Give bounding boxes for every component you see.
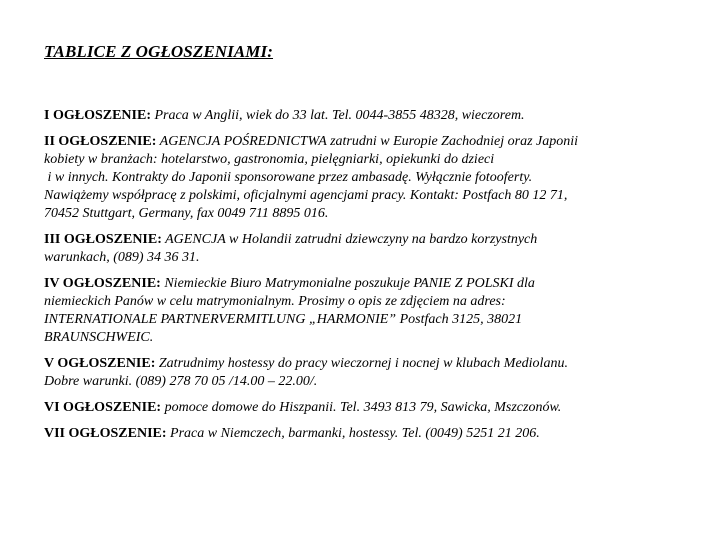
ad-text: Praca w Anglii, wiek do 33 lat. Tel. 0044-3855 48328, wieczorem.	[150, 108, 525, 123]
ad-6	[44, 399, 684, 417]
ad-2	[44, 133, 684, 223]
ad-label: IV OGŁOSZENIE:	[44, 276, 161, 291]
ad-text: INTERNATIONALE PARTNERVERMITLUNG „HARMONIE” Postfach 3125, 38021	[44, 312, 523, 327]
ad-text: Nawiążemy współpracę z polskimi, oficjalnymi agencjami pracy. Kontakt: Postfach 80 12 71,	[44, 188, 568, 203]
ad-text: AGENCJA POŚREDNICTWA zatrudni w Europie Zachodniej oraz Japonii	[156, 134, 579, 149]
ad-label: VI OGŁOSZENIE:	[44, 400, 162, 415]
ad-text: warunkach, (089) 34 36 31.	[44, 250, 200, 265]
ad-text: Praca w Niemczech, barmanki, hostessy. Tel. (0049) 5251 21 206.	[166, 426, 540, 441]
ad-text: Zatrudnimy hostessy do pracy wieczornej i nocnej w klubach Mediolanu.	[155, 356, 568, 371]
ad-text: i w innych. Kontrakty do Japonii sponsorowane przez ambasadę. Wyłącznie fotooferty.	[44, 170, 533, 185]
ad-7	[44, 425, 684, 443]
ad-label: II OGŁOSZENIE:	[44, 134, 157, 149]
ad-label: I OGŁOSZENIE:	[44, 108, 151, 123]
ad-4	[44, 275, 684, 347]
ad-3	[44, 231, 684, 267]
ads-list	[44, 107, 684, 451]
ad-5	[44, 355, 684, 391]
ad-text: niemieckich Panów w celu matrymonialnym. Prosimy o opis ze zdjęciem na adres:	[44, 294, 506, 309]
ad-text: pomoce domowe do Hiszpanii. Tel. 3493 813 79, Sawicka, Mszczonów.	[161, 400, 562, 415]
ad-text: kobiety w branżach: hotelarstwo, gastronomia, pielęgniarki, opiekunki do dzieci	[44, 152, 495, 167]
ad-1	[44, 107, 684, 125]
ad-text: Dobre warunki. (089) 278 70 05 /14.00 – 22.00/.	[44, 374, 318, 389]
ad-label: III OGŁOSZENIE:	[44, 232, 162, 247]
ad-text: 70452 Stuttgart, Germany, fax 0049 711 8895 016.	[44, 206, 329, 221]
ad-text: AGENCJA w Holandii zatrudni dziewczyny na bardzo korzystnych	[161, 232, 538, 247]
ad-text: BRAUNSCHWEIC.	[44, 330, 154, 345]
page-title: TABLICE Z OGŁOSZENIAMI:	[44, 42, 274, 61]
ad-label: V OGŁOSZENIE:	[44, 356, 156, 371]
ad-text: Niemieckie Biuro Matrymonialne poszukuje PANIE Z POLSKI dla	[160, 276, 535, 291]
ad-label: VII OGŁOSZENIE:	[44, 426, 167, 441]
